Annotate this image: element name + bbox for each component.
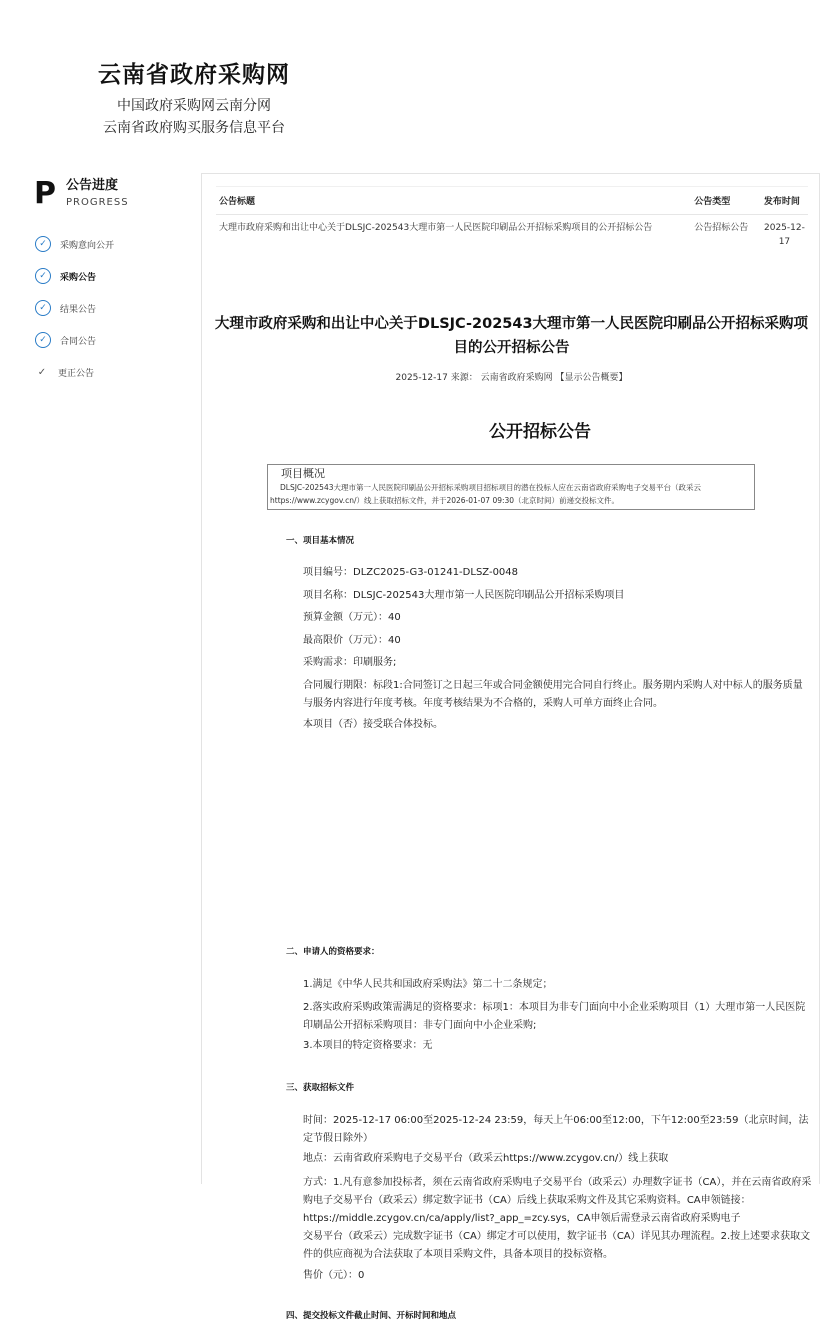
- step-result-notice[interactable]: [34, 292, 184, 324]
- contract-period: 合同履行期限：标段1:合同签订之日起三年或合同金额使用完合同自行终止。服务期内采购人对中标人的服务质量与服务内容进行年度考核。年度考核结果为不合格的，采购人可单方面终止合同。: [303, 680, 803, 709]
- progress-letter: P: [34, 176, 56, 211]
- site-header: [74, 56, 314, 139]
- publish-date: 2025-12-17: [395, 373, 448, 383]
- check-circle-icon: ✓: [35, 236, 51, 252]
- notice-heading: 公开招标公告: [489, 422, 591, 442]
- cell-type: 公告招标公告: [694, 223, 749, 233]
- step-label: 采购意向公开: [60, 240, 115, 251]
- step-label: 采购公告: [60, 272, 97, 283]
- section-heading: 二、申请人的资格要求：: [286, 947, 380, 957]
- progress-sidebar: [34, 178, 184, 388]
- show-summary-link[interactable]: 【显示公告概要】: [555, 373, 628, 383]
- step-intent-disclosure[interactable]: [34, 228, 184, 260]
- procurement-need: 采购需求：印刷服务;: [303, 657, 397, 668]
- project-number: 项目编号：DLZC2025-G3-01241-DLSZ-0048: [303, 567, 519, 578]
- site-subtitle-2: 云南省政府购买服务信息平台: [103, 120, 285, 136]
- project-name: 项目名称：DLSJC-202543大理市第一人民医院印刷品公开招标采购项目: [303, 590, 625, 601]
- step-label: 结果公告: [60, 304, 97, 315]
- progress-subtitle: PROGRESS: [66, 197, 129, 208]
- acquire-method-cont: 交易平台（政采云）完成数字证书（CA）绑定才可以使用，数字证书（CA）详见其办理流程。2.按上述要求获取文件的供应商视为合法获取了本项目采购文件，具备本项目的投标资格。: [303, 1231, 811, 1260]
- col-header-date: 发布时间: [761, 187, 808, 215]
- acquire-time: 时间：2025-12-17 06:00至2025-12-24 23:59，每天上午06:00至12:00，下午12:00至23:59（北京时间，法定节假日除外）: [303, 1115, 809, 1144]
- qualification-2: 2.落实政府采购政策需满足的资格要求：标项1：本项目为非专门面向中小企业采购项目（1）大理市第一人民医院印刷品公开招标采购项目：非专门面向中小企业采购;: [303, 1002, 806, 1031]
- check-circle-icon: ✓: [35, 332, 51, 348]
- acquire-method: 方式：1.凡有意参加投标者，须在云南省政府采购电子交易平台（政采云）办理数字证书（CA），并在云南省政府采购电子交易平台（政采云）绑定数字证书（CA）后线上获取采购文件及其它采购资料。CA申领链接：https://middle.zcygov.cn/ca/apply/list?_app_=zcy.sys，CA申领后需登录云南省政府采购电子: [303, 1177, 812, 1224]
- article-title: 大理市政府采购和出让中心关于DLSJC-202543大理市第一人民医院印刷品公开招标采购项目的公开招标公告: [214, 316, 809, 356]
- site-title: 云南省政府采购网: [98, 62, 290, 88]
- progress-title: 公告进度: [66, 178, 119, 193]
- step-contract-notice[interactable]: [34, 324, 184, 356]
- acquire-location: 地点：云南省政府采购电子交易平台（政采云https://www.zcygov.cn/）线上获取: [303, 1153, 669, 1164]
- site-subtitle-1: 中国政府采购网云南分网: [117, 98, 271, 114]
- budget-amount: 预算金额（万元）：40: [303, 612, 401, 623]
- progress-header: [34, 178, 184, 214]
- source-name: 云南省政府采购网: [480, 373, 553, 383]
- check-icon: ✓: [37, 366, 47, 378]
- step-correction-notice[interactable]: [34, 356, 184, 388]
- cell-title[interactable]: 大理市政府采购和出让中心关于DLSJC-202543大理市第一人民医院印刷品公开招标采购项目的公开招标公告: [219, 223, 653, 233]
- project-overview-box: [267, 464, 755, 510]
- main-panel: [201, 173, 820, 1321]
- step-procurement-notice[interactable]: [34, 260, 184, 292]
- check-circle-icon: ✓: [35, 300, 51, 316]
- step-label: 更正公告: [58, 368, 95, 379]
- table-header-row: [216, 187, 808, 215]
- qualification-3: 3.本项目的特定资格要求：无: [303, 1040, 433, 1051]
- source-label: 来源：: [450, 373, 478, 383]
- section-heading: 一、项目基本情况: [286, 536, 355, 546]
- qualification-1: 1.满足《中华人民共和国政府采购法》第二十二条规定；: [303, 979, 553, 990]
- table-row[interactable]: [216, 215, 808, 256]
- price: 售价（元）：0: [303, 1270, 365, 1281]
- check-circle-icon: ✓: [35, 268, 51, 284]
- notice-summary-table: [216, 186, 808, 255]
- article-meta: [210, 370, 813, 383]
- col-header-title: 公告标题: [216, 187, 691, 215]
- step-label: 合同公告: [60, 336, 97, 347]
- max-price: 最高限价（万元）：40: [303, 635, 401, 646]
- consortium-bid: 本项目（否）接受联合体投标。: [303, 719, 443, 730]
- overview-title: 项目概况: [281, 467, 325, 480]
- progress-steps: [34, 228, 184, 388]
- overview-body: DLSJC-202543大理市第一人民医院印刷品公开招标采购项目招标项目的潜在投标人应在云南省政府采购电子交易平台（政采云https://www.zcygov.cn/）线上获取招标文件，并于2026-01-07 09:30（北京时间）前递交投标文件。: [270, 483, 701, 505]
- section-heading: 四、提交投标文件截止时间、开标时间和地点: [286, 1311, 457, 1321]
- cell-date: 2025-12-17: [764, 223, 805, 247]
- section-heading: 三、获取招标文件: [286, 1083, 355, 1093]
- col-header-type: 公告类型: [691, 187, 761, 215]
